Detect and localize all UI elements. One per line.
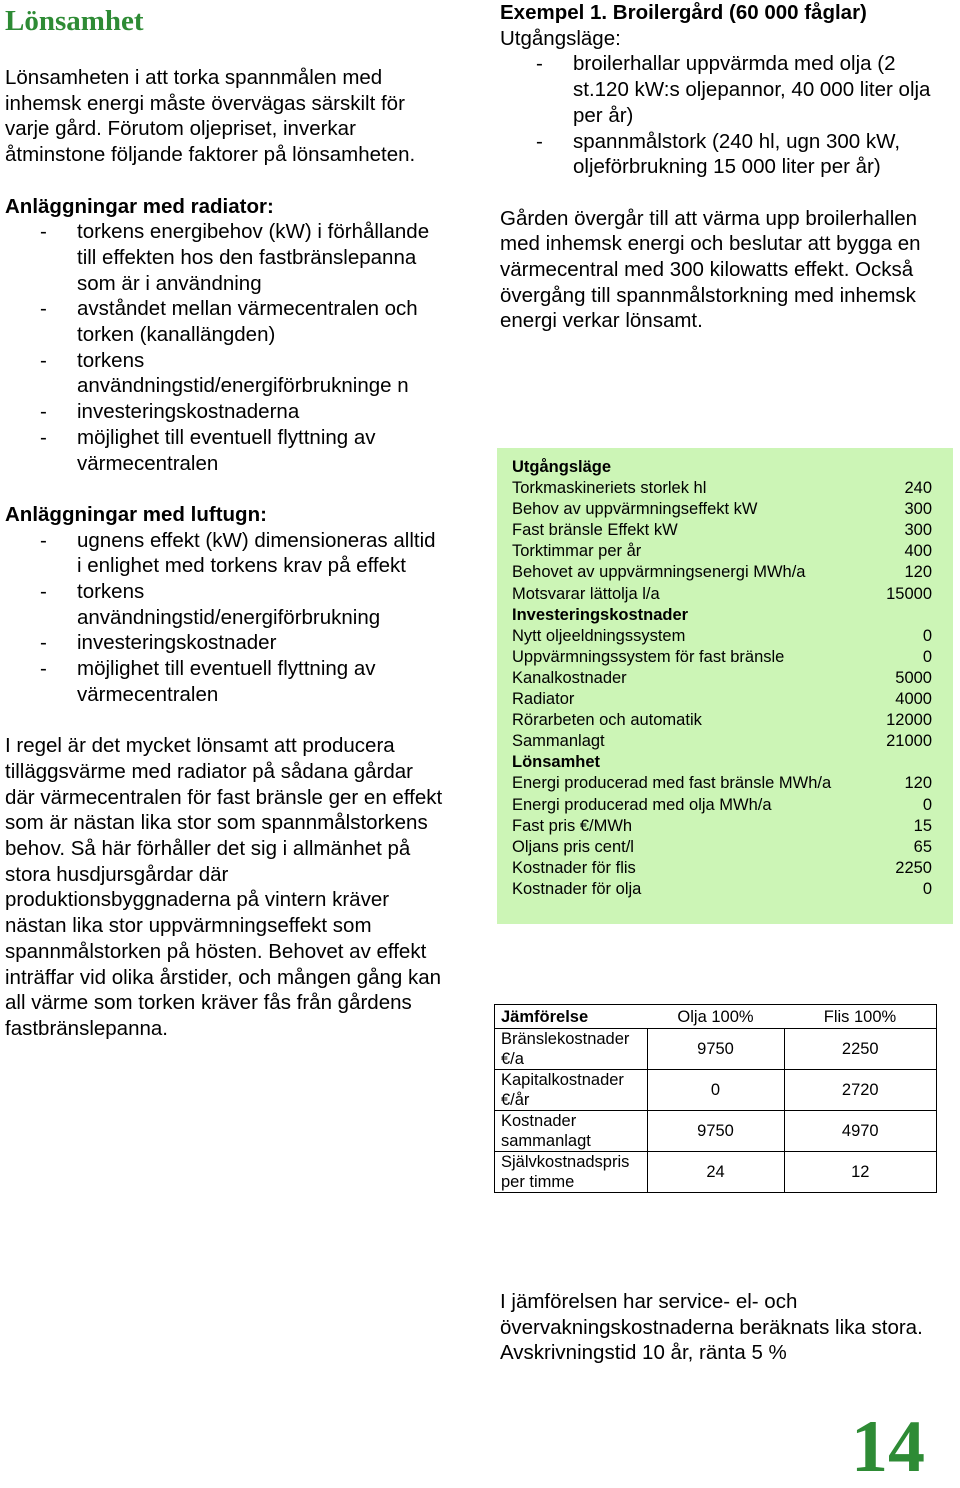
example-title: Exempel 1. Broilergård (60 000 fåglar) bbox=[500, 1, 867, 24]
right-column bbox=[500, 0, 955, 334]
row-value: 4000 bbox=[895, 690, 932, 709]
row-label: Radiator bbox=[512, 690, 575, 709]
list-item: - möjlighet till eventuell flyttning av värmecentralen bbox=[5, 656, 445, 707]
table-row bbox=[495, 1111, 937, 1152]
flis-value: 12 bbox=[784, 1152, 937, 1193]
start-label: Utgångsläge: bbox=[500, 26, 621, 50]
table-row bbox=[512, 478, 932, 499]
row-label: Kostnader för flis bbox=[512, 858, 636, 877]
row-label: Rörarbeten och automatik bbox=[512, 711, 702, 730]
intro-paragraph: Lönsamheten i att torka spannmålen med inhemsk energi måste övervägas särskilt för varje gård. Förutom oljepriset, inverkar åtminstone följande faktorer på lönsamheten. bbox=[5, 66, 416, 167]
row-value: 0 bbox=[922, 795, 932, 814]
row-label: Fast pris €/MWh bbox=[512, 816, 633, 835]
row-label: Kostnader för olja bbox=[512, 879, 642, 898]
section-heading-row bbox=[512, 752, 932, 773]
row-label: Utgångsläge bbox=[512, 458, 612, 476]
row-label: Motsvarar lättolja l/a bbox=[512, 584, 660, 603]
list-item: - avståndet mellan värmecentralen och torken (kanallängden) bbox=[5, 296, 445, 347]
row-value: 300 bbox=[904, 500, 932, 519]
row-value: 300 bbox=[904, 521, 932, 540]
luftugn-heading: Anläggningar med luftugn: bbox=[5, 502, 267, 526]
flis-value: 4970 bbox=[784, 1111, 937, 1152]
olja-value: 9750 bbox=[647, 1029, 784, 1070]
olja-value: 24 bbox=[647, 1152, 784, 1193]
list-item: - ugnens effekt (kW) dimensioneras alltid i enlighet med torkens krav på effekt bbox=[5, 528, 445, 579]
list-item: - investeringskostnader bbox=[5, 630, 445, 656]
row-label: Oljans pris cent/l bbox=[512, 837, 634, 856]
table-row bbox=[512, 520, 932, 541]
table-row bbox=[495, 1029, 937, 1070]
table-row bbox=[512, 668, 932, 689]
decision-paragraph: Gården övergår till att värma upp broilerhallen med inhemsk energi och beslutar att bygga en värmecentral med 300 kilowatts effekt. Också övergång till spannmålstorkning med inhemsk energi verkar lönsamt. bbox=[500, 206, 921, 333]
row-value: 15000 bbox=[886, 584, 932, 603]
section-heading-row bbox=[512, 457, 932, 478]
row-label: Kapitalkostnader €/år bbox=[495, 1070, 648, 1111]
olja-value: 0 bbox=[647, 1070, 784, 1111]
row-value: 120 bbox=[904, 774, 932, 793]
row-label: Behovet av uppvärmningsenergi MWh/a bbox=[512, 563, 806, 582]
row-value: 21000 bbox=[886, 732, 932, 751]
row-label: Sammanlagt bbox=[512, 732, 605, 751]
table-row bbox=[495, 1070, 937, 1111]
row-label: Nytt oljeeldningssystem bbox=[512, 626, 686, 645]
radiator-factor-list bbox=[5, 219, 445, 476]
list-item: - broilerhallar uppvärmda med olja (2 st.120 kW:s oljepannor, 40 000 liter olja per år) bbox=[500, 51, 955, 128]
table-row bbox=[512, 816, 932, 837]
row-value: 65 bbox=[913, 837, 932, 856]
row-value: 0 bbox=[922, 647, 932, 666]
row-value: 240 bbox=[904, 479, 932, 498]
table-row bbox=[512, 710, 932, 731]
comparison-header-label: Jämförelse bbox=[495, 1005, 648, 1029]
comparison-table bbox=[494, 1004, 937, 1193]
table-row bbox=[495, 1152, 937, 1193]
row-label: Investeringskostnader bbox=[512, 605, 689, 624]
list-item: - torkens användningstid/energiförbrukning bbox=[5, 579, 445, 630]
list-item: - investeringskostnaderna bbox=[5, 399, 445, 425]
row-value: 120 bbox=[904, 563, 932, 582]
table-row bbox=[512, 541, 932, 562]
row-label: Självkostnadspris per timme bbox=[495, 1152, 648, 1193]
row-label: Torktimmar per år bbox=[512, 542, 642, 561]
table-row bbox=[512, 858, 932, 879]
table-row bbox=[512, 795, 932, 816]
table-row bbox=[512, 773, 932, 794]
table-row bbox=[512, 689, 932, 710]
table-row bbox=[512, 837, 932, 858]
table-row bbox=[512, 647, 932, 668]
table-row bbox=[512, 879, 932, 900]
row-label: Bränslekostnader €/a bbox=[495, 1029, 648, 1070]
row-value: 400 bbox=[904, 542, 932, 561]
calculation-table bbox=[512, 457, 932, 900]
row-value: 2250 bbox=[895, 858, 932, 877]
row-value: 5000 bbox=[895, 668, 932, 687]
table-row bbox=[512, 499, 932, 520]
start-situation-list bbox=[500, 51, 955, 180]
flis-value: 2250 bbox=[784, 1029, 937, 1070]
comparison-note: I jämförelsen har service- el- och övervakningskostnaderna beräknats lika stora. Avskrivningstid 10 år, ränta 5 % bbox=[500, 1290, 923, 1365]
row-value: 0 bbox=[922, 626, 932, 645]
row-label: Kostnader sammanlagt bbox=[495, 1111, 648, 1152]
flis-value: 2720 bbox=[784, 1070, 937, 1111]
comparison-header-flis: Flis 100% bbox=[784, 1005, 937, 1029]
row-label: Behov av uppvärmningseffekt kW bbox=[512, 500, 758, 519]
row-label: Energi producerad med fast bränsle MWh/a bbox=[512, 774, 832, 793]
conclusion-paragraph: I regel är det mycket lönsamt att producera tilläggsvärme med radiator på sådana gårdar där värmecentralen för fast bränsle ger en effekt som är nästan lika stor som spannmålstorkens behov. Så här förhåller det sig i allmänhet på stora husdjursgårdar där produktionsbyggnaderna på vintern kräver nästan lika stor uppvärmningseffekt som spannmålstorken på hösten. Behovet av effekt inträffar vid olika årstider, och mången gång kan all värme som torken kräver fås från gårdens fastbränslepanna. bbox=[5, 734, 443, 1040]
row-label: Torkmaskineriets storlek hl bbox=[512, 479, 707, 498]
row-label: Uppvärmningssystem för fast bränsle bbox=[512, 647, 785, 666]
table-row bbox=[512, 731, 932, 752]
row-value: 0 bbox=[922, 879, 932, 898]
list-item: - torkens energibehov (kW) i förhållande till effekten hos den fastbränslepanna som är i användning bbox=[5, 219, 445, 296]
left-column bbox=[5, 0, 445, 1042]
olja-value: 9750 bbox=[647, 1111, 784, 1152]
row-label: Fast bränsle Effekt kW bbox=[512, 521, 678, 540]
list-item: - spannmålstork (240 hl, ugn 300 kW, oljeförbrukning 15 000 liter per år) bbox=[500, 129, 955, 180]
row-label: Lönsamhet bbox=[512, 753, 601, 772]
list-item: - möjlighet till eventuell flyttning av värmecentralen bbox=[5, 425, 445, 476]
row-value: 12000 bbox=[886, 711, 932, 730]
luftugn-factor-list bbox=[5, 528, 445, 708]
comparison-header-row bbox=[495, 1005, 937, 1029]
page-number: 14 bbox=[851, 1406, 925, 1488]
section-heading-row bbox=[512, 605, 932, 626]
table-row bbox=[512, 626, 932, 647]
list-item: - torkens användningstid/energiförbrukninge n bbox=[5, 348, 445, 399]
page-title: Lönsamhet bbox=[5, 5, 144, 37]
row-label: Energi producerad med olja MWh/a bbox=[512, 795, 772, 814]
row-value: 15 bbox=[913, 816, 932, 835]
table-row bbox=[512, 584, 932, 605]
radiator-heading: Anläggningar med radiator: bbox=[5, 194, 274, 218]
comparison-header-olja: Olja 100% bbox=[647, 1005, 784, 1029]
table-row bbox=[512, 562, 932, 583]
row-label: Kanalkostnader bbox=[512, 668, 627, 687]
